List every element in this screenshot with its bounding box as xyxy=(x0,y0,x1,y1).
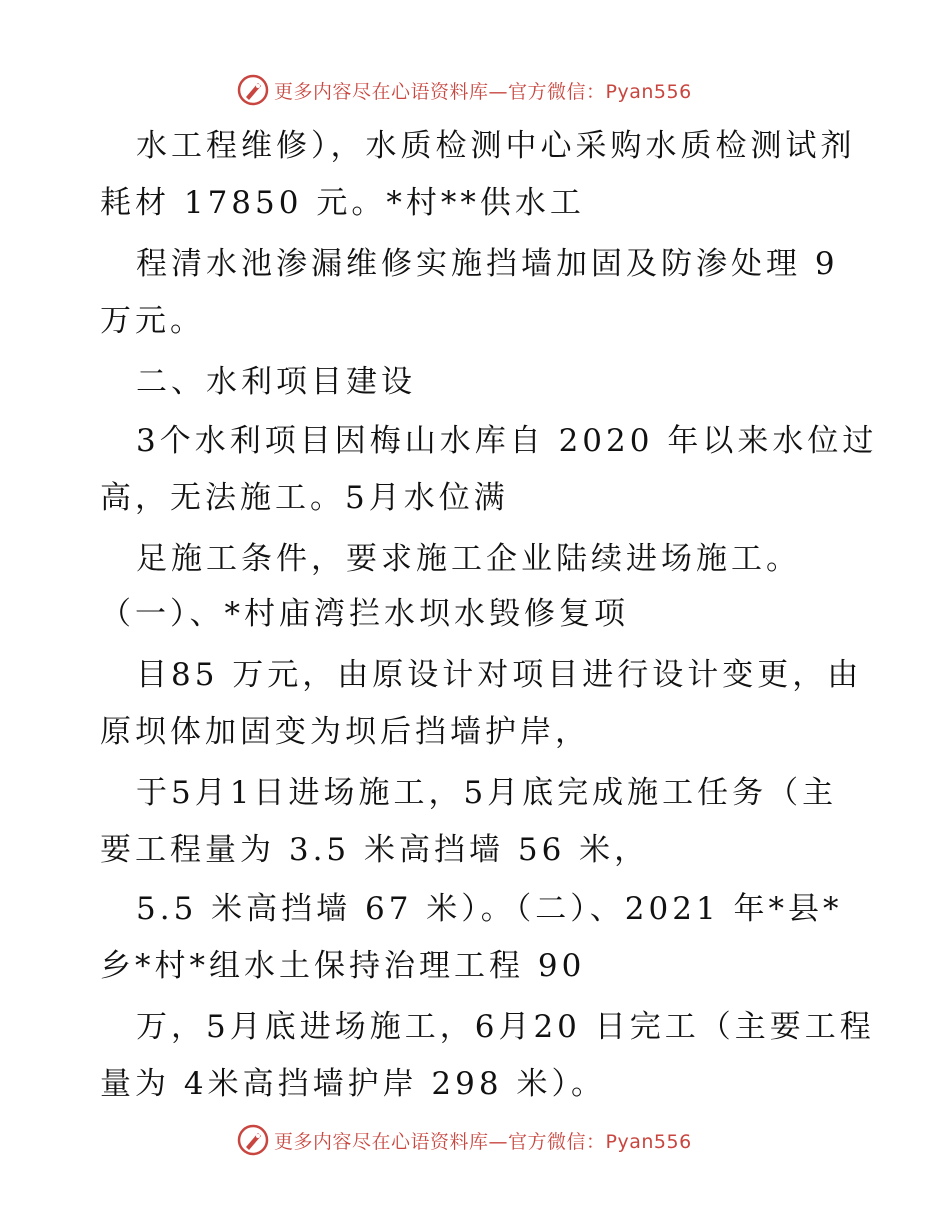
watermark-text: 更多内容尽在心语资料库—官方微信：Pyan556 xyxy=(274,80,692,103)
text-line: 万元。 xyxy=(100,303,205,339)
text-line: 量为 4米高挡墙护岸 298 米）。 xyxy=(100,1066,606,1102)
pen-nib-logo-icon xyxy=(236,73,270,107)
text-line: 于5月1日进场施工，5月底完成施工任务（主 xyxy=(136,775,838,811)
watermark-top xyxy=(236,72,692,108)
text-line: 耗材 17850 元。*村**供水工 xyxy=(100,185,585,221)
text-line: 足施工条件，要求施工企业陆续进场施工。 xyxy=(136,541,801,577)
subsection-heading: （一）、*村庙湾拦水坝水毁修复项 xyxy=(100,596,629,632)
text-line: 目85 万元，由原设计对项目进行设计变更，由 xyxy=(136,657,863,693)
pen-nib-logo-icon xyxy=(236,1123,270,1157)
watermark-bottom xyxy=(236,1122,692,1158)
text-line: 3个水利项目因梅山水库自 2020 年以来水位过 xyxy=(136,423,878,459)
text-line: 5.5 米高挡墙 67 米）。（二）、2021 年*县* xyxy=(136,891,843,927)
watermark-text: 更多内容尽在心语资料库—官方微信：Pyan556 xyxy=(274,1130,692,1153)
text-line: 原坝体加固变为坝后挡墙护岸， xyxy=(100,714,590,750)
text-line: 万，5月底进场施工，6月20 日完工（主要工程 xyxy=(136,1009,875,1045)
section-heading: 二、水利项目建设 xyxy=(136,364,416,400)
text-line: 要工程量为 3.5 米高挡墙 56 米， xyxy=(100,832,650,868)
text-line: 乡*村*组水土保持治理工程 90 xyxy=(100,948,586,984)
text-line: 高，无法施工。5月水位满 xyxy=(100,480,509,516)
text-line: 水工程维修），水质检测中心采购水质检测试剂 xyxy=(136,128,856,164)
text-line: 程清水池渗漏维修实施挡墙加固及防渗处理 9 xyxy=(136,246,839,282)
